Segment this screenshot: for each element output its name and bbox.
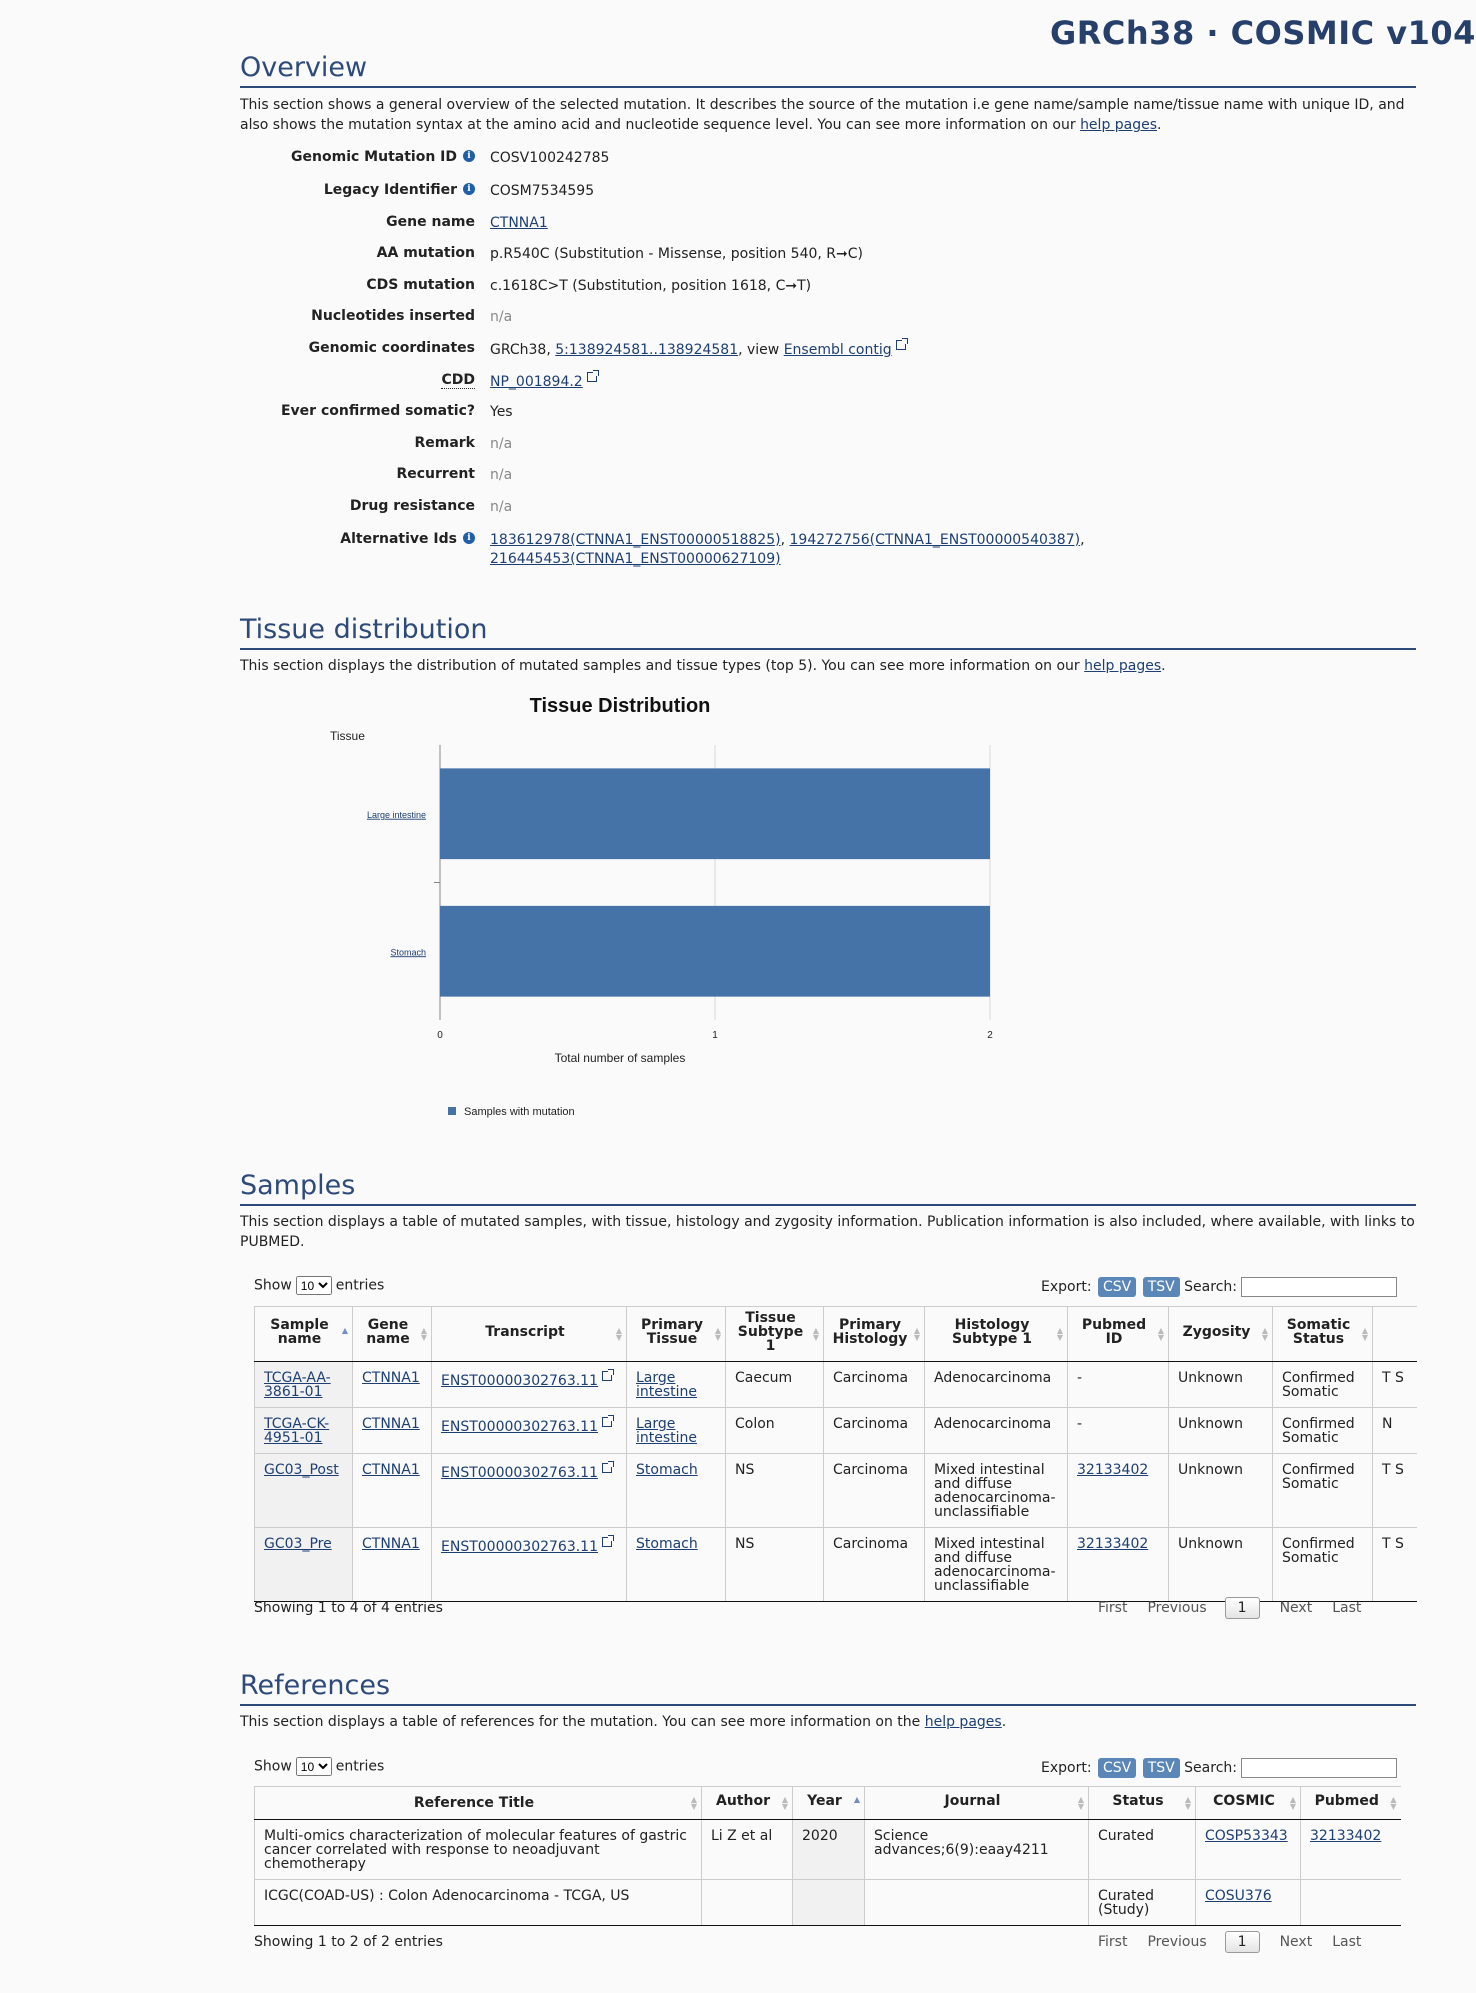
label-aa-mutation: AA mutation [376, 245, 475, 261]
references-tsv-button[interactable]: TSV [1143, 1758, 1180, 1778]
cell-transcript [432, 1528, 627, 1602]
value-recurrent: n/a [490, 467, 513, 483]
table-row [255, 1408, 1417, 1454]
label-legacy-identifier [240, 182, 475, 198]
cell-truncated: T S [1373, 1454, 1417, 1528]
label-genomic-coordinates: Genomic coordinates [308, 340, 475, 356]
column-header-sample-name[interactable] [255, 1307, 353, 1362]
alternative-id-link[interactable]: 183612978(CTNNA1_ENST00000518825) [490, 532, 781, 548]
column-header-pubmed-id[interactable] [1068, 1307, 1169, 1362]
column-header-reference-title[interactable] [255, 1787, 702, 1820]
sample-link[interactable]: GC03_Pre [264, 1536, 332, 1552]
value-genomic-coordinates [490, 340, 906, 360]
cell-pubmed [1301, 1820, 1401, 1880]
column-header-primary-tissue[interactable] [627, 1307, 726, 1362]
cell-zygosity: Unknown [1169, 1408, 1273, 1454]
column-header-journal[interactable] [865, 1787, 1089, 1820]
export-label: Export: [1041, 1760, 1092, 1776]
sort-asc-icon: ▲ [341, 1326, 348, 1335]
samples-info: Showing 1 to 4 of 4 entries [254, 1600, 443, 1616]
cell-subtype: NS [726, 1454, 824, 1528]
value-remark: n/a [490, 436, 513, 452]
cell-author [702, 1880, 793, 1926]
label-text: Legacy Identifier [323, 182, 457, 198]
column-header-somatic-status[interactable] [1273, 1307, 1373, 1362]
sample-link[interactable]: TCGA-CK-4951-01 [264, 1416, 330, 1446]
cell-cosmic [1196, 1880, 1301, 1926]
sort-icon: ▲ ▼ [615, 1326, 622, 1342]
chart-y-axis-label: Tissue [330, 729, 365, 743]
gene-link[interactable]: CTNNA1 [362, 1462, 420, 1478]
tissue-link[interactable]: Stomach [636, 1536, 698, 1552]
column-header-tissue-subtype[interactable] [726, 1307, 824, 1362]
cell-pubmed: - [1068, 1408, 1169, 1454]
sort-icon: ▲ ▼ [1289, 1795, 1296, 1811]
external-link-icon [602, 1537, 612, 1547]
header-label: Primary Tissue [640, 1317, 704, 1347]
cell-truncated: N [1373, 1408, 1417, 1454]
coords-prefix: GRCh38, [490, 342, 556, 358]
sort-icon: ▲ ▼ [913, 1326, 920, 1342]
sample-link[interactable]: TCGA-AA-3861-01 [264, 1370, 331, 1400]
column-header-status[interactable] [1089, 1787, 1196, 1820]
value-drug-resistance: n/a [490, 499, 513, 515]
samples-csv-button[interactable]: CSV [1098, 1277, 1136, 1297]
cell-tissue [627, 1528, 726, 1602]
label-gene-name: Gene name [386, 214, 475, 230]
sort-icon: ▲ ▼ [1184, 1795, 1191, 1811]
search-label: Search: [1184, 1760, 1237, 1776]
sort-icon: ▲ ▼ [1157, 1326, 1164, 1342]
label-remark: Remark [414, 435, 475, 451]
show-label: Show [254, 1758, 292, 1775]
header-label: Primary Histology [832, 1317, 908, 1347]
label-cds-mutation: CDS mutation [366, 277, 475, 293]
transcript-link[interactable]: ENST00000302763.11 [441, 1373, 599, 1389]
external-link-icon [602, 1417, 612, 1427]
cell-transcript [432, 1408, 627, 1454]
sort-icon: ▲ ▼ [714, 1326, 721, 1342]
column-header-truncated[interactable] [1373, 1307, 1417, 1362]
entries-label: entries [335, 1758, 385, 1775]
header-label: Reference Title [413, 1795, 535, 1811]
references-help-link[interactable]: help pages [924, 1714, 1002, 1730]
sort-icon: ▲ ▼ [1056, 1326, 1063, 1342]
cell-reference-title: ICGC(COAD-US) : Colon Adenocarcinoma - TCGA, US [255, 1880, 702, 1926]
pager-previous[interactable]: Previous [1147, 1934, 1207, 1950]
header-label: Somatic Status [1286, 1317, 1351, 1347]
header-label: Author [716, 1793, 770, 1809]
gene-name-link[interactable]: CTNNA1 [490, 215, 548, 231]
chart-title: Tissue Distribution [529, 695, 711, 717]
pager-last[interactable]: Last [1332, 1934, 1362, 1950]
tissue-link[interactable]: Large intestine [636, 1370, 698, 1400]
alternative-id-link[interactable]: 194272756(CTNNA1_ENST00000540387) [789, 532, 1081, 548]
overview-help-link[interactable]: help pages [1080, 117, 1158, 133]
sample-link[interactable]: GC03_Post [264, 1462, 339, 1478]
chart-x-tick-label: 1 [712, 1030, 718, 1041]
cell-reference-title: Multi-omics characterization of molecular features of gastric cancer correlated with response to neoadjuvant chemotherapy [255, 1820, 702, 1880]
cell-status: Curated [1089, 1820, 1196, 1880]
cell-status: Confirmed Somatic [1273, 1362, 1373, 1408]
cell-status: Confirmed Somatic [1273, 1528, 1373, 1602]
samples-pagination [1078, 1597, 1361, 1619]
info-icon[interactable]: i [463, 532, 475, 544]
column-header-histology-subtype[interactable] [925, 1307, 1068, 1362]
value-alternative-ids: 183612978(CTNNA1_ENST00000518825), 194272756(CTNNA1_ENST00000540387), 216445453(CTNNA1_ENST00000627109) [490, 532, 1085, 567]
cell-subtype: NS [726, 1528, 824, 1602]
cell-sample [255, 1408, 353, 1454]
column-header-transcript[interactable] [432, 1307, 627, 1362]
transcript-link[interactable]: ENST00000302763.11 [441, 1419, 599, 1435]
info-icon[interactable]: i [463, 150, 475, 162]
overview-desc-end: . [1157, 117, 1162, 133]
cell-tissue [627, 1362, 726, 1408]
cosmic-link[interactable]: COSU376 [1205, 1888, 1272, 1904]
transcript-link[interactable]: ENST00000302763.11 [441, 1539, 599, 1555]
value-legacy-identifier: COSM7534595 [490, 183, 595, 199]
cell-truncated: T S [1373, 1362, 1417, 1408]
tissue-link[interactable]: Stomach [636, 1462, 698, 1478]
cell-tissue [627, 1408, 726, 1454]
samples-table [254, 1306, 1417, 1602]
references-header-row [255, 1787, 1401, 1820]
cell-transcript [432, 1362, 627, 1408]
sort-icon: ▲ ▼ [812, 1326, 819, 1342]
search-label: Search: [1184, 1279, 1237, 1295]
tissue-desc-end: . [1161, 658, 1166, 674]
column-header-author[interactable] [702, 1787, 793, 1820]
header-label: Tissue Subtype 1 [737, 1310, 804, 1354]
cell-gene [353, 1454, 432, 1528]
column-header-zygosity[interactable] [1169, 1307, 1273, 1362]
pager-current-page[interactable]: 1 [1225, 1931, 1260, 1953]
table-row [255, 1454, 1417, 1528]
label-nucleotides-inserted: Nucleotides inserted [311, 308, 475, 324]
coords-mid: , view [738, 342, 784, 358]
samples-header-row [255, 1307, 1417, 1362]
external-link-icon [602, 1463, 612, 1473]
samples-tsv-button[interactable]: TSV [1143, 1277, 1180, 1297]
tissue-description [240, 656, 1415, 676]
cell-status: Confirmed Somatic [1273, 1454, 1373, 1528]
references-csv-button[interactable]: CSV [1098, 1758, 1136, 1778]
cell-zygosity: Unknown [1169, 1454, 1273, 1528]
coordinates-link[interactable]: 5:138924581..138924581 [555, 342, 739, 358]
cell-status: Curated (Study) [1089, 1880, 1196, 1926]
value-genomic-mutation-id: COSV100242785 [490, 150, 610, 166]
tissue-link[interactable]: Large intestine [636, 1416, 698, 1446]
references-info: Showing 1 to 2 of 2 entries [254, 1934, 443, 1950]
references-heading: References [240, 1670, 1416, 1706]
samples-description: This section displays a table of mutated samples, with tissue, histology and zygosity information. Publication information is also included, where available, with links to PUBMED. [240, 1214, 1415, 1250]
samples-page-size-select[interactable] [296, 1276, 332, 1295]
table-row [255, 1362, 1417, 1408]
tissue-distribution-chart [300, 690, 1020, 1140]
pager-current-page[interactable]: 1 [1225, 1597, 1260, 1619]
header-label: Pubmed ID [1081, 1317, 1147, 1347]
references-description [240, 1712, 1415, 1732]
references-desc-end: . [1001, 1714, 1007, 1730]
overview-description [240, 95, 1415, 135]
pubmed-link[interactable]: 32133402 [1310, 1828, 1382, 1844]
header-label: Histology Subtype 1 [951, 1317, 1033, 1347]
tissue-help-link[interactable]: help pages [1084, 658, 1162, 674]
cell-tissue [627, 1454, 726, 1528]
header-label: Pubmed [1314, 1793, 1379, 1809]
table-row [255, 1820, 1401, 1880]
pager-first[interactable]: First [1098, 1934, 1128, 1950]
samples-length-control [254, 1276, 384, 1295]
pager-next[interactable]: Next [1279, 1934, 1313, 1950]
tissue-desc-text: This section displays the distribution of mutated samples and tissue types (top 5). You can see more information on our [240, 658, 1085, 674]
header-label: Year [807, 1793, 842, 1809]
sort-icon: ▲ ▼ [690, 1795, 697, 1811]
column-header-primary-histology[interactable] [824, 1307, 925, 1362]
references-table [254, 1786, 1401, 1926]
references-length-control [254, 1757, 384, 1776]
sort-icon: ▲ ▼ [1261, 1326, 1268, 1342]
header-label: Journal [944, 1793, 1001, 1809]
cell-sample [255, 1362, 353, 1408]
cell-transcript [432, 1454, 627, 1528]
cell-pubmed [1068, 1454, 1169, 1528]
header-label: COSMIC [1213, 1793, 1275, 1809]
samples-export-control [1041, 1277, 1397, 1297]
cell-truncated: T S [1373, 1528, 1417, 1602]
cell-sample [255, 1454, 353, 1528]
cdd-link[interactable]: NP_001894.2 [490, 374, 583, 390]
cell-gene [353, 1408, 432, 1454]
cell-subtype: Colon [726, 1408, 824, 1454]
external-link-icon [587, 372, 597, 382]
value-gene-name [490, 214, 548, 233]
value-cds-mutation: c.1618C>T (Substitution, position 1618, C➞T) [490, 278, 812, 294]
pager-previous[interactable]: Previous [1147, 1600, 1207, 1616]
cell-journal [865, 1880, 1089, 1926]
sort-icon: ▲ ▼ [781, 1795, 788, 1811]
pubmed-link[interactable]: 32133402 [1077, 1536, 1149, 1552]
cell-pubmed [1301, 1880, 1401, 1926]
cell-histology: Carcinoma [824, 1454, 925, 1528]
label-cdd [240, 372, 475, 388]
label-recurrent: Recurrent [396, 466, 475, 482]
references-desc-text: This section displays a table of references for the mutation. You can see more information on the [240, 1714, 925, 1730]
cell-year: 2020 [793, 1820, 865, 1880]
alternative-id-link[interactable]: 216445453(CTNNA1_ENST00000627109) [490, 551, 781, 567]
external-link-icon [896, 340, 906, 350]
value-nucleotides-inserted: n/a [490, 309, 513, 325]
pager-next[interactable]: Next [1279, 1600, 1313, 1616]
cell-pubmed: - [1068, 1362, 1169, 1408]
chart-category-label[interactable]: Large intestine [366, 809, 426, 820]
cell-status: Confirmed Somatic [1273, 1408, 1373, 1454]
references-search-input[interactable] [1241, 1758, 1397, 1778]
entries-label: entries [335, 1277, 385, 1294]
cell-zygosity: Unknown [1169, 1528, 1273, 1602]
sort-icon: ▲ ▼ [1390, 1795, 1397, 1811]
chart-bar [440, 906, 990, 997]
value-ever-confirmed-somatic: Yes [490, 404, 513, 420]
chart-legend-swatch [448, 1107, 456, 1115]
cell-cosmic [1196, 1820, 1301, 1880]
pager-first[interactable]: First [1098, 1600, 1128, 1616]
header-label: Sample name [270, 1317, 329, 1347]
transcript-link[interactable]: ENST00000302763.11 [441, 1465, 599, 1481]
cell-histology-subtype: Mixed intestinal and diffuse adenocarcinoma-unclassifiable [925, 1454, 1068, 1528]
chart-category-label[interactable]: Stomach [390, 947, 426, 958]
pubmed-link[interactable]: 32133402 [1077, 1462, 1149, 1478]
gene-link[interactable]: CTNNA1 [362, 1416, 420, 1432]
gene-link[interactable]: CTNNA1 [362, 1536, 420, 1552]
label-drug-resistance: Drug resistance [349, 498, 475, 514]
chart-x-axis-label: Total number of samples [554, 1051, 686, 1065]
column-header-pubmed[interactable] [1301, 1787, 1401, 1820]
cell-histology: Carcinoma [824, 1528, 925, 1602]
overview-heading: Overview [240, 52, 1416, 88]
ensembl-contig-link[interactable]: Ensembl contig [783, 342, 892, 358]
references-pagination [1078, 1931, 1361, 1953]
cdd-abbr: CDD [441, 372, 475, 388]
cell-sample [255, 1528, 353, 1602]
cell-zygosity: Unknown [1169, 1362, 1273, 1408]
label-text: Alternative Ids [340, 531, 457, 547]
pager-last[interactable]: Last [1332, 1600, 1362, 1616]
label-ever-confirmed-somatic: Ever confirmed somatic? [280, 403, 475, 419]
references-page-size-select[interactable] [296, 1757, 332, 1776]
cell-histology-subtype: Mixed intestinal and diffuse adenocarcinoma-unclassifiable [925, 1528, 1068, 1602]
chart-x-tick-label: 2 [987, 1030, 993, 1041]
cell-gene [353, 1528, 432, 1602]
cell-journal: Science advances;6(9):eaay4211 [865, 1820, 1089, 1880]
sort-asc-icon: ▲ [853, 1795, 860, 1804]
samples-heading: Samples [240, 1170, 1416, 1206]
label-alternative-ids [240, 531, 475, 547]
column-header-year[interactable] [793, 1787, 865, 1820]
show-label: Show [254, 1277, 292, 1294]
references-export-control [1041, 1758, 1397, 1778]
cell-gene [353, 1362, 432, 1408]
sort-icon: ▲ ▼ [1361, 1326, 1368, 1342]
header-label: Gene name [366, 1317, 410, 1347]
label-text: Genomic Mutation ID [291, 149, 457, 165]
tissue-distribution-heading: Tissue distribution [240, 614, 1416, 650]
samples-search-input[interactable] [1241, 1277, 1397, 1297]
chart-x-tick-label: 0 [437, 1030, 443, 1041]
cell-pubmed [1068, 1528, 1169, 1602]
chart-bar [440, 768, 990, 859]
external-link-icon [602, 1371, 612, 1381]
column-header-cosmic[interactable] [1196, 1787, 1301, 1820]
table-row [255, 1528, 1417, 1602]
value-aa-mutation: p.R540C (Substitution - Missense, position 540, R➞C) [490, 246, 863, 262]
site-brand-title: GRCh38 · COSMIC v104 [1050, 14, 1476, 52]
gene-link[interactable]: CTNNA1 [362, 1370, 420, 1386]
info-icon[interactable]: i [463, 183, 475, 195]
cell-histology-subtype: Adenocarcinoma [925, 1362, 1068, 1408]
value-cdd [490, 372, 597, 392]
header-label: Zygosity [1182, 1324, 1251, 1340]
sort-icon: ▲ ▼ [420, 1326, 427, 1342]
cosmic-link[interactable]: COSP53343 [1205, 1828, 1288, 1844]
sort-icon: ▲ ▼ [1077, 1795, 1084, 1811]
cell-subtype: Caecum [726, 1362, 824, 1408]
cell-histology-subtype: Adenocarcinoma [925, 1408, 1068, 1454]
header-label: Status [1112, 1793, 1164, 1809]
header-label: Transcript [485, 1324, 565, 1340]
cell-histology: Carcinoma [824, 1408, 925, 1454]
chart-legend-label: Samples with mutation [464, 1106, 575, 1118]
table-row [255, 1880, 1401, 1926]
label-genomic-mutation-id [240, 149, 475, 165]
cell-author: Li Z et al [702, 1820, 793, 1880]
overview-desc-text: This section shows a general overview of the selected mutation. It describes the source of the mutation i.e gene name/sample name/tissue name with unique ID, and also shows the mutation syntax at the amino acid and nucleotide sequence level. You can see more information on our [240, 97, 1405, 133]
cell-year [793, 1880, 865, 1926]
column-header-gene-name[interactable] [353, 1307, 432, 1362]
cell-histology: Carcinoma [824, 1362, 925, 1408]
export-label: Export: [1041, 1279, 1092, 1295]
